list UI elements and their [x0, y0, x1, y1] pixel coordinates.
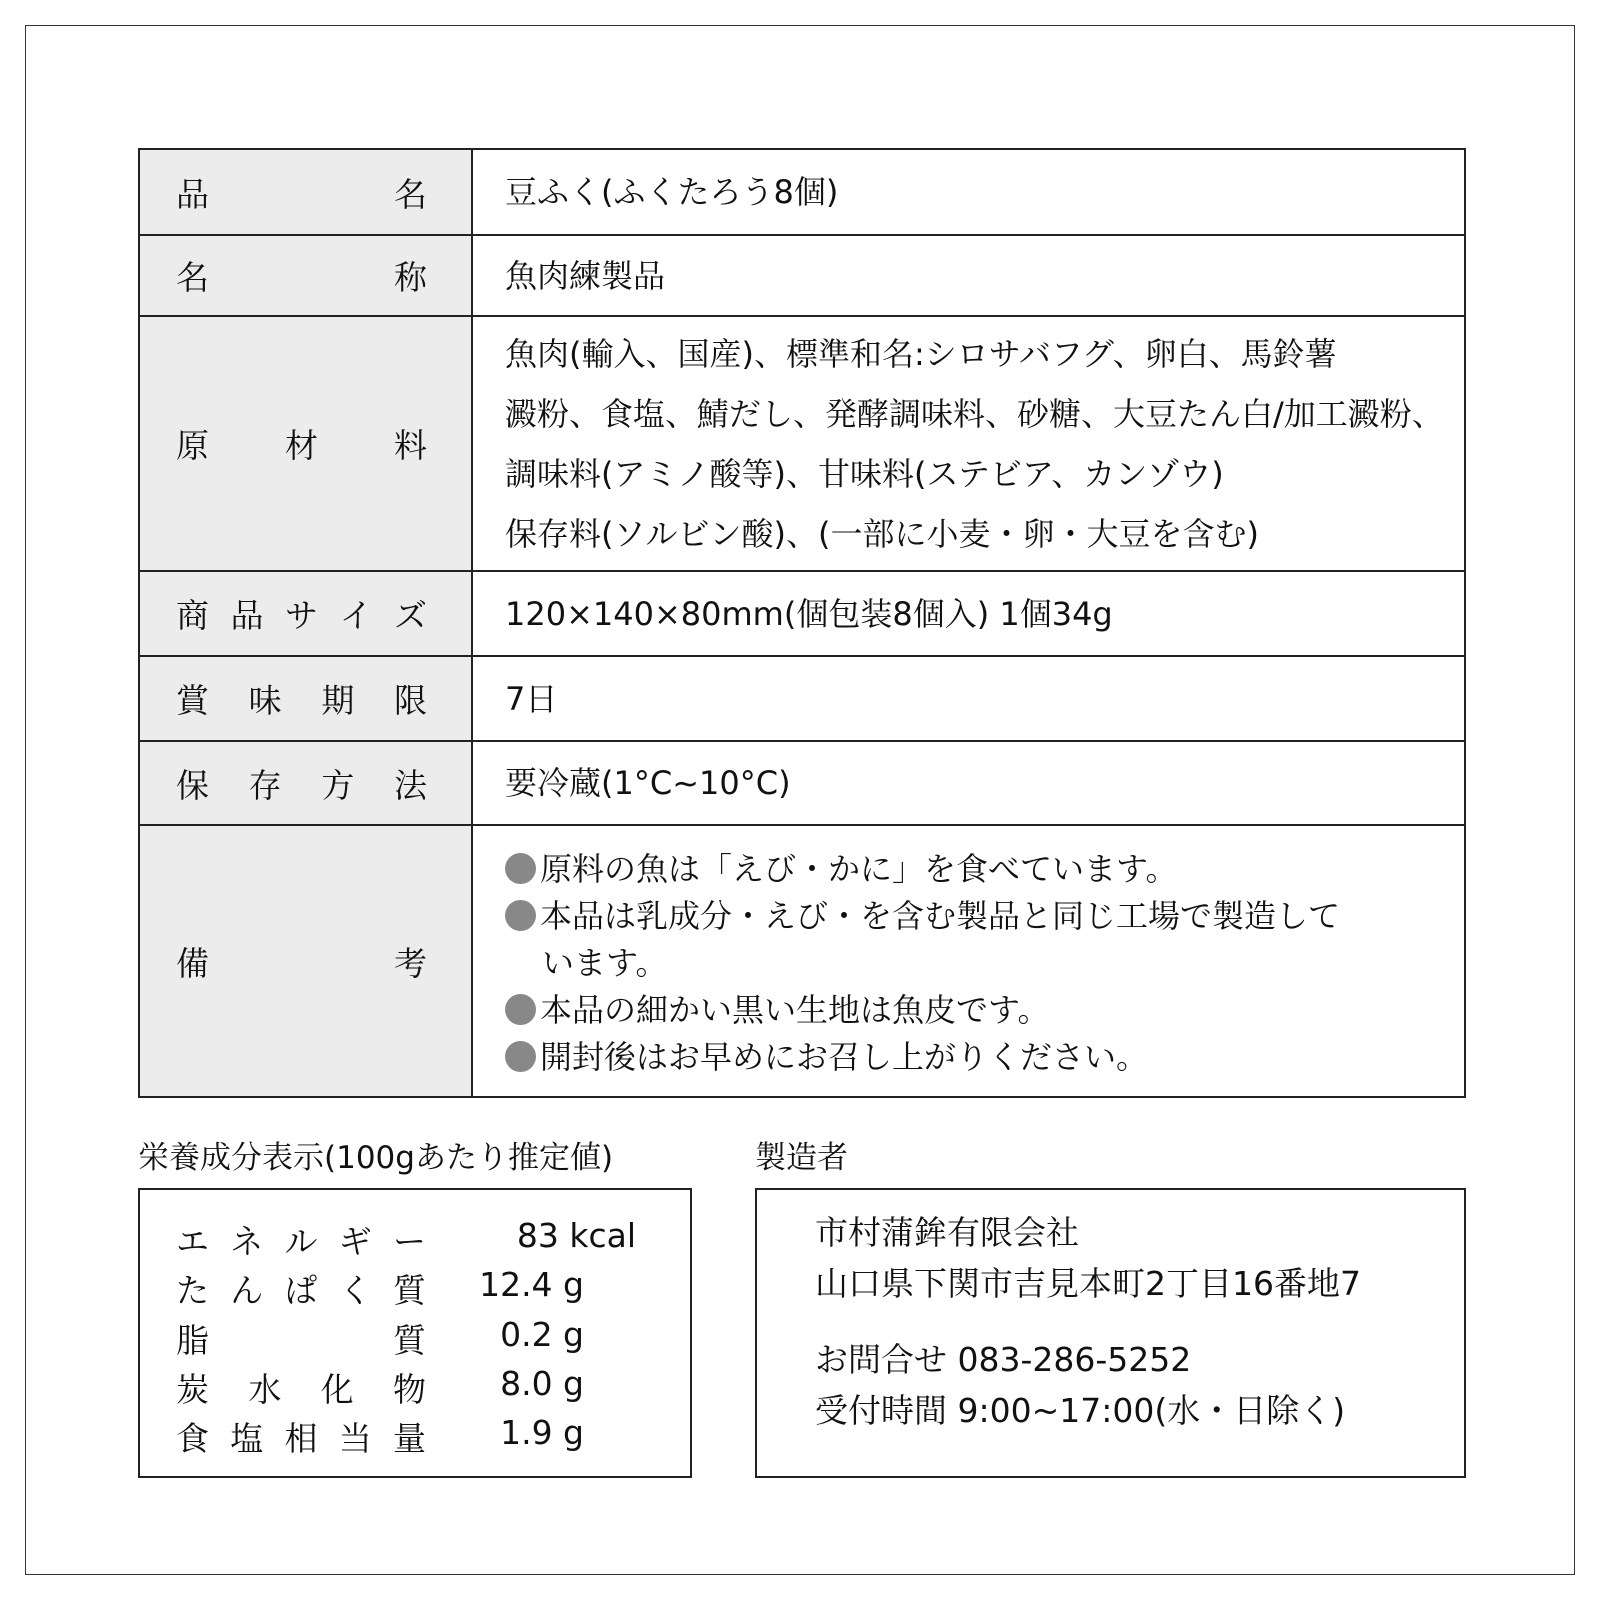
label-char: ぱ	[284, 1271, 318, 1310]
remarks-item: 本品の細かい黒い生地は魚皮です。	[505, 987, 1432, 1034]
label-char: 賞	[176, 681, 209, 720]
nutrition-value: 83 kcal	[495, 1216, 636, 1255]
nutrition-row-protein	[176, 1265, 670, 1313]
spec-value	[505, 669, 1432, 729]
label-char: 方	[321, 765, 355, 805]
nutrition-label	[176, 1364, 426, 1411]
remarks-item-continuation: います。	[542, 943, 668, 982]
label-char: 相	[284, 1419, 318, 1458]
nutrition-row-salt	[176, 1413, 670, 1461]
label-char: イ	[339, 596, 373, 635]
label-char: 当	[338, 1419, 372, 1458]
spec-row-category	[139, 235, 1465, 316]
nutrition-value: 1.9 g	[500, 1413, 584, 1452]
nutrition-label	[176, 1315, 426, 1362]
spec-label	[176, 590, 427, 637]
remarks-label	[176, 938, 427, 985]
label-char: 期	[321, 681, 355, 720]
spec-value	[505, 246, 1432, 306]
remarks-item: 原料の魚は「えび・かに」を食べています。	[505, 846, 1432, 893]
label-char: 法	[393, 765, 427, 805]
label-char: 原	[176, 426, 209, 465]
label-char: 料	[394, 426, 427, 465]
label-char: 限	[393, 681, 427, 720]
label-char: 炭	[176, 1370, 209, 1409]
label-char: 味	[248, 681, 282, 720]
label-char: サ	[285, 596, 318, 635]
spec-label	[176, 675, 427, 722]
label-char: ー	[393, 1222, 426, 1261]
label-char: 食	[176, 1419, 209, 1458]
nutrition-row-energy	[176, 1216, 670, 1264]
label-char: く	[338, 1271, 372, 1310]
nutrition-row-fat	[176, 1315, 670, 1363]
nutrition-heading: 栄養成分表示(100gあたり推定値)	[138, 1140, 614, 1176]
bullet-icon	[505, 853, 536, 884]
label-char: 脂	[176, 1321, 209, 1360]
label-char: た	[176, 1271, 209, 1310]
value-line: 澱粉、食塩、鯖だし、発酵調味料、砂糖、大豆たん白/加工澱粉、	[505, 394, 1444, 433]
nutrition-label	[176, 1413, 426, 1460]
spec-label	[176, 169, 427, 216]
manufacturer-heading: 製造者	[755, 1140, 848, 1176]
spec-row-expiry	[139, 656, 1465, 741]
nutrition-value: 12.4 g	[479, 1265, 584, 1304]
label-char: 量	[393, 1419, 426, 1458]
remarks-list	[505, 842, 1432, 1081]
spec-value	[505, 324, 1444, 564]
label-char: 存	[248, 765, 282, 805]
nutrition-row-carbohydrate	[176, 1364, 670, 1412]
value-line: 調味料(アミノ酸等)、甘味料(ステビア、カンゾウ)	[505, 454, 1224, 493]
bullet-icon	[505, 994, 536, 1025]
label-char: 名	[176, 258, 209, 297]
label-char: 名	[394, 174, 427, 214]
label-char: 塩	[230, 1419, 264, 1458]
product-spec-table	[138, 148, 1466, 1098]
label-char: ん	[230, 1271, 264, 1310]
value-line: 7日	[505, 679, 558, 718]
remarks-item: 開封後はお早めにお召し上がりください。	[505, 1034, 1432, 1081]
value-line: 豆ふく(ふくたろう8個)	[505, 173, 839, 211]
bullet-icon	[505, 900, 536, 931]
value-line: 120×140×80mm(個包装8個入) 1個34g	[505, 594, 1113, 633]
label-char: 称	[394, 258, 427, 297]
spec-row-storage	[139, 741, 1465, 825]
label-char: ギ	[338, 1222, 372, 1261]
value-line: 保存料(ソルビン酸)、(一部に小麦・卵・大豆を含む)	[505, 514, 1259, 553]
label-char: 品	[176, 174, 209, 214]
spec-row-remarks	[139, 825, 1465, 1097]
spec-value	[505, 753, 1432, 813]
label-char: エ	[176, 1222, 209, 1261]
value-line: 魚肉練製品	[505, 256, 666, 295]
label-char: 水	[248, 1370, 282, 1409]
label-char: 商	[176, 596, 209, 635]
label-char: 備	[176, 943, 209, 983]
label-char: 質	[393, 1321, 426, 1360]
value-line: 要冷蔵(1°C~10°C)	[505, 764, 791, 802]
spec-label	[176, 420, 427, 467]
spec-label	[176, 760, 427, 807]
nutrition-box	[138, 1188, 692, 1478]
bullet-icon	[505, 1041, 536, 1072]
manufacturer-contact: お問合せ 083-286-5252	[815, 1340, 1192, 1379]
remarks-item: 本品は乳成分・えび・を含む製品と同じ工場で製造して	[505, 893, 1432, 940]
label-char: ネ	[230, 1222, 264, 1261]
nutrition-value: 0.2 g	[500, 1315, 584, 1354]
spec-label	[176, 252, 427, 299]
manufacturer-box	[755, 1188, 1466, 1478]
spec-row-size	[139, 571, 1465, 656]
value-line: 魚肉(輸入、国産)、標準和名:シロサバフグ、卵白、馬鈴薯	[505, 334, 1337, 373]
manufacturer-address: 山口県下関市吉見本町2丁目16番地7	[815, 1264, 1361, 1303]
spec-value	[505, 162, 1432, 222]
label-char: 物	[392, 1370, 426, 1409]
label-char: ル	[284, 1222, 318, 1261]
label-char: 保	[176, 765, 209, 805]
spec-row-ingredients	[139, 316, 1465, 571]
nutrition-value: 8.0 g	[500, 1364, 584, 1403]
label-char: 材	[285, 426, 318, 465]
manufacturer-hours: 受付時間 9:00~17:00(水・日除く)	[815, 1391, 1346, 1430]
nutrition-label	[176, 1265, 426, 1312]
label-char: 品	[230, 596, 264, 635]
spec-value	[505, 584, 1432, 644]
label-char: 考	[394, 943, 427, 983]
manufacturer-company: 市村蒲鉾有限会社	[815, 1213, 1079, 1252]
spec-row-product-name	[139, 149, 1465, 235]
label-char: ズ	[394, 596, 427, 635]
nutrition-label	[176, 1216, 426, 1263]
label-char: 化	[320, 1370, 354, 1409]
label-char: 質	[393, 1271, 426, 1310]
